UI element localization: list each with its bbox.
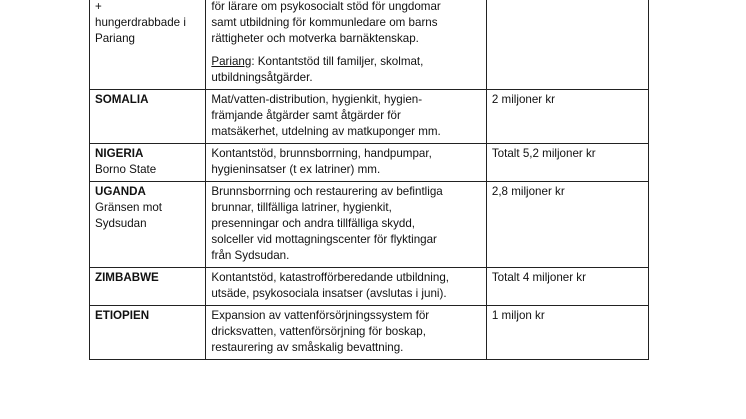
country-cell [90, 182, 206, 268]
subregion-text: Pariang [95, 32, 135, 45]
amount-cell [486, 90, 648, 144]
activity-text: Brunnsborrning och restaurering av befintliga brunnar, tillfälliga latriner, hygienkit, presenningar och andra tillfälliga skydd, solceller vid mottagningscenter för flyktingar från Sydsudan. [211, 185, 443, 262]
table-row [90, 0, 649, 90]
activity-line: samt utbildning för kommunledare om barns [211, 16, 438, 29]
subregion-text: + [95, 0, 102, 13]
amount-text: 2 miljoner kr [491, 93, 556, 106]
activity-paragraph [211, 0, 481, 47]
amount-cell [486, 0, 648, 90]
subregion-text: hungerdrabbade i [95, 16, 186, 29]
country-name: ZIMBABWE [95, 271, 159, 284]
page-bottom-margin [0, 403, 746, 419]
activity-cell [206, 182, 487, 268]
country-cell [90, 144, 206, 182]
subregion-text: Gränsen mot Sydsudan [95, 201, 163, 230]
activity-cell [206, 144, 487, 182]
country-name: SOMALIA [95, 93, 149, 106]
activity-text: Kontantstöd, katastrofförberedande utbildning, utsäde, psykosociala insatser (avslutas i juni). [211, 271, 449, 300]
table-row [90, 306, 649, 360]
activity-line: för lärare om psykosocialt stöd för ungdomar [211, 0, 441, 13]
country-name: ETIOPIEN [95, 309, 150, 322]
table-row [90, 144, 649, 182]
table-row [90, 182, 649, 268]
activity-line: rättigheter och motverka barnäktenskap. [211, 32, 419, 45]
amount-text: 1 miljon kr [491, 309, 545, 322]
activity-line: utbildningsåtgärder. [211, 71, 313, 84]
activity-cell [206, 306, 487, 360]
country-cell [90, 90, 206, 144]
activity-text: Kontantstöd, brunnsborrning, handpumpar, hygieninsatser (t ex latriner) mm. [211, 147, 432, 176]
amount-text: 2,8 miljoner kr [491, 185, 565, 198]
country-name: UGANDA [95, 185, 146, 198]
country-name: NIGERIA [95, 147, 144, 160]
activity-text: Expansion av vattenförsörjningssystem för dricksvatten, vattenförsörjning för boskap, restaurering av småskalig bevattning. [211, 309, 430, 354]
activity-cell [206, 268, 487, 306]
activity-line: : Kontantstöd till familjer, skolmat, [251, 55, 424, 68]
aid-table [89, 0, 649, 360]
amount-cell [486, 268, 648, 306]
country-cell [90, 306, 206, 360]
amount-text: Totalt 5,2 miljoner kr [491, 147, 596, 160]
amount-cell [486, 182, 648, 268]
table-row [90, 268, 649, 306]
amount-cell [486, 306, 648, 360]
subregion-text: Borno State [95, 163, 157, 176]
activity-cell [206, 0, 487, 90]
amount-text: Totalt 4 miljoner kr [491, 271, 586, 284]
location-label: Pariang [211, 55, 252, 68]
country-cell [90, 0, 206, 90]
table-row [90, 90, 649, 144]
activity-paragraph [211, 54, 481, 86]
activity-cell [206, 90, 487, 144]
activity-text: Mat/vatten-distribution, hygienkit, hygien- främjande åtgärder samt åtgärder för matsäkerhet, utdelning av matkuponger mm. [211, 93, 441, 138]
country-cell [90, 268, 206, 306]
amount-cell [486, 144, 648, 182]
